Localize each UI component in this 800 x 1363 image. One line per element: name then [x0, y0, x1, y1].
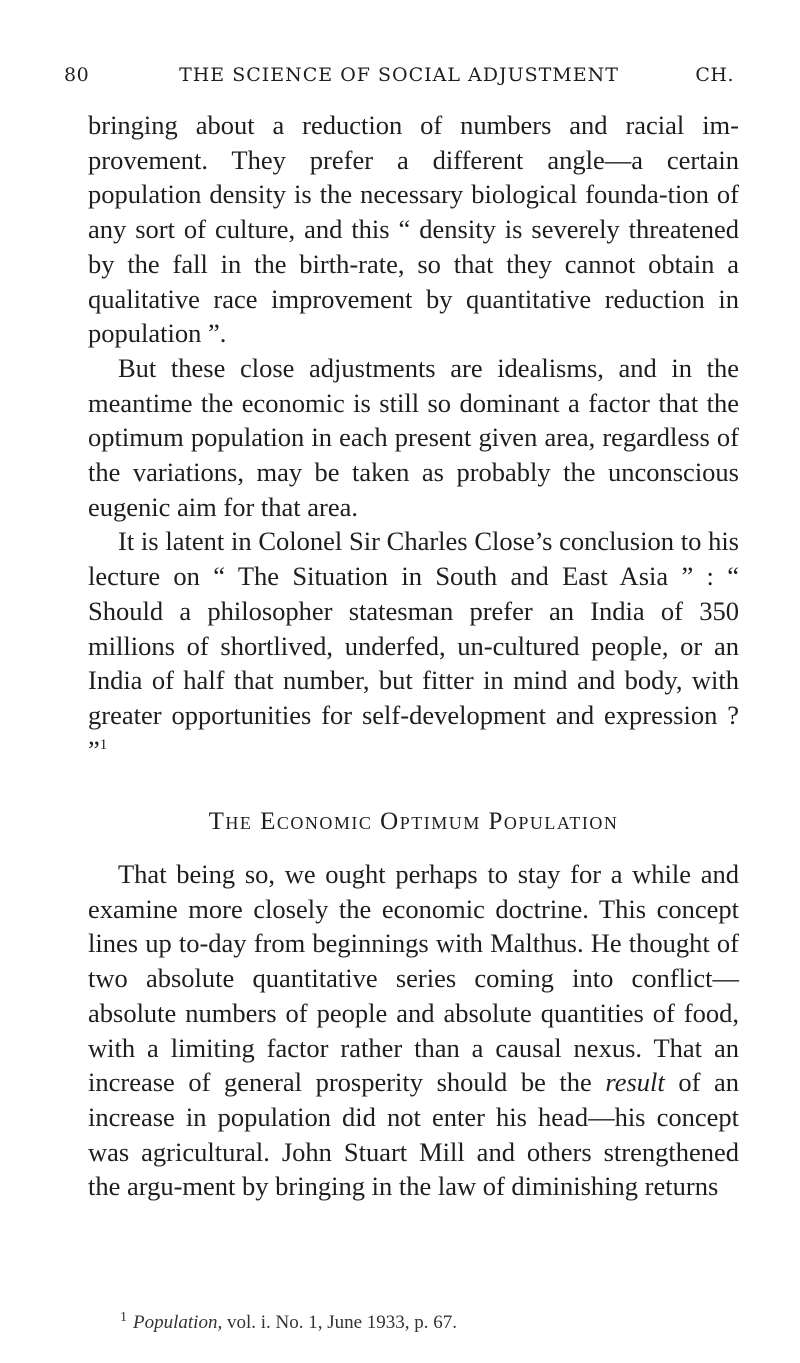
running-title: THE SCIENCE OF SOCIAL ADJUSTMENT — [179, 64, 619, 86]
paragraph-3-text: It is latent in Colonel Sir Charles Close’s conclusion to his lecture on “ The Situation in South and East Asia ” : “ Should a philosopher statesman prefer an India of 350 millions of shortlived, underfed, un-cultured people, or an India of half that number, but fitter in mind and body, with greater opportunities for self-development and expression ? ” — [88, 526, 739, 765]
paragraph-2: But these close adjustments are idealisms, and in the meantime the economic is still so dominant a factor that the optimum population in each present given area, regardless of the variations, may be taken as probably the unconscious eugenic aim for that area. — [88, 352, 739, 522]
page-number: 80 — [64, 64, 90, 86]
section-heading: The Economic Optimum Population — [208, 808, 619, 835]
paragraph-1: bringing about a reduction of numbers and racial im-provement. They prefer a different angle—a certain population density is the necessary biological founda-tion of any sort of culture, and this “ density is severely threatened by the fall in the birth-rate, so that they cannot obtain a qualitative race improvement by quantitative reduction in population ”. — [88, 110, 739, 349]
running-head — [64, 64, 734, 94]
body-text-bottom — [88, 857, 739, 1204]
paragraph-4-part-2: of an increase in population did not enter his head—his concept was agricultural. John Stuart Mill and others strengthened the argu-ment by bringing in the law of diminishing returns — [88, 1067, 739, 1202]
footnote-details: vol. i. No. 1, June 1933, p. 67. — [222, 1312, 458, 1333]
paragraph-4 — [88, 857, 739, 1204]
paragraph-3 — [88, 524, 739, 767]
paragraph-4-italic: result — [605, 1067, 665, 1098]
paragraph-4-part-1: That being so, we ought perhaps to stay for a while and examine more closely the economic doctrine. This concept lines up to-day from beginnings with Malthus. He thought of two absolute quantitative series coming into conflict—absolute numbers of people and absolute quantities of food, with a limiting factor rather than a causal nexus. That an increase of general prosperity should be the — [88, 859, 739, 1098]
chapter-label: CH. — [695, 64, 734, 86]
footnote-source: Population, — [133, 1312, 223, 1333]
footnote-reference: 1 — [99, 736, 108, 753]
footnote — [120, 1309, 458, 1334]
body-text-top — [88, 108, 739, 767]
footnote-mark: 1 — [120, 1309, 127, 1325]
